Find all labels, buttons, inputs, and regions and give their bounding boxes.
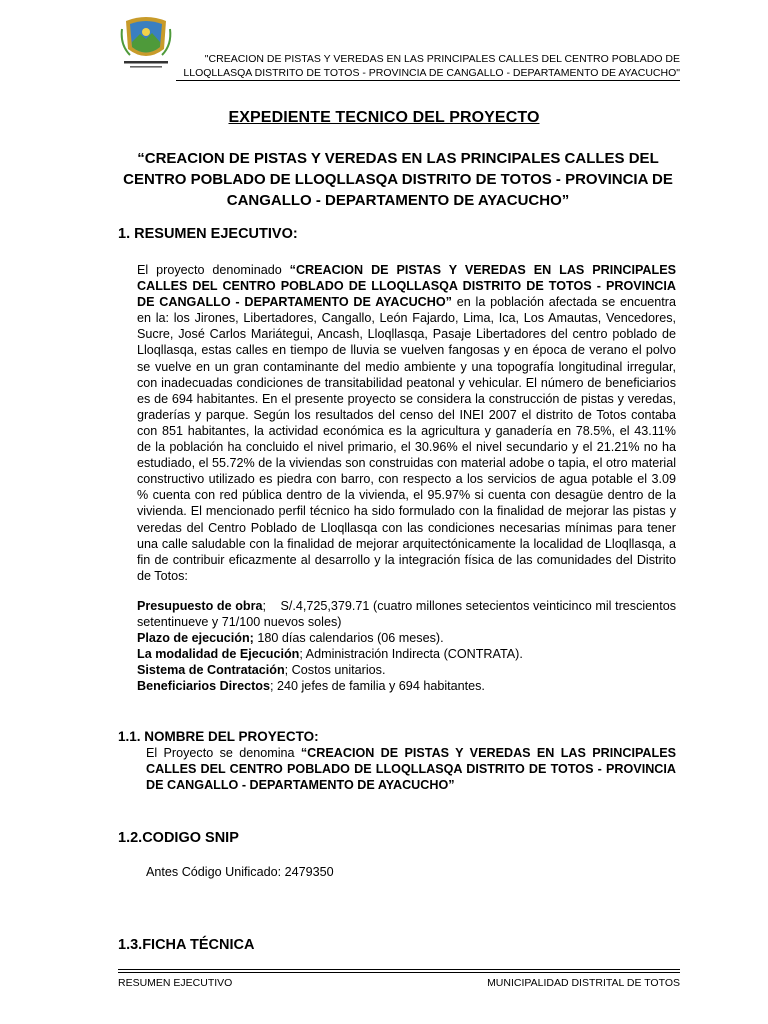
snip-code-text: Antes Código Unificado: 2479350 [146,865,334,879]
project-name-intro: El Proyecto se denomina [146,746,301,760]
section-title: RESUMEN EJECUTIVO: [134,226,298,242]
fact-duration [137,630,676,646]
summary-body: en la población afectada se encuentra en la: los Jirones, Libertadores, Cangallo, León Fajardo, Lima, Ica, Los Amautas, Vencedores, Sucre, José Carlos Mariátegui, Ancash, Lloqllasqa, Pasaje Libertadores del centro poblado de Lloqllasqa, estas calles en tiempo de lluvia se vuelven fangosas y en época de verano el polvo se vuelve en un gran contaminante del medio ambiente y una topografía longitudinal irregular, con inadecuadas condiciones de transitabilidad peatonal y vehicular. El número de beneficiarios es de 694 habitantes. En el presente proyecto se considera la construcción de pistas y veredas, graderías y parque. Según los resultados del censo del INEI 2007 el distrito de Totos contaba con 851 habitantes, la actividad económica es la agricultura y ganadería en 78.5%, el 43.11% de la población ha concluido el nivel primario, el 30.96% el nivel secundario y el 21.21% no ha estudiado, el 55.72% de la viviendas son construidas con material adobe o tapia, el otro material constructivo utilizado es piedra con barro, con respecto a los servicios de agua potable el 3.09 % cuenta con red pública dentro de la vivienda, el 95.97% si cuenta con desagüe dentro de la vivienda. El mencionado perfil técnico ha sido formulado con la finalidad de mejorar las pistas y veredas del Centro Poblado de Lloqllasqa con las condiciones necesarias mínimas para tener una calle saludable con la finalidad de mejorar arquitectónicamente la localidad de Lloqllasqa, a fin de contribuir eficazmente al desarrollo y la integración física de las comunidades del Distrito de Totos: [137,295,676,583]
section-number: 1.3. [118,937,143,953]
municipality-logo [118,15,174,73]
fact-separator: ; [270,679,277,694]
summary-project-name: “CREACION DE PISTAS Y VEREDAS EN LAS PRINCIPALES CALLES DEL CENTRO POBLADO DE LLOQLLASQA DISTRITO DE TOTOS - PROVINCIA DE CANGALLO - DEPARTAMENTO DE AYACUCHO” [137,263,677,310]
project-title: “CREACION DE PISTAS Y VEREDAS EN LAS PRINCIPALES CALLES DEL CENTRO POBLADO DE LLOQLLASQA DISTRITO DE TOTOS - PROVINCIA DE CANGALLO - DEPARTAMENTO DE AYACUCHO” [123,150,673,209]
document-title: EXPEDIENTE TECNICO DEL PROYECTO [228,109,540,126]
fact-label: Beneficiarios Directos [137,679,270,694]
fact-beneficiaries [137,678,676,694]
section-1-1-heading [118,729,319,744]
project-name-bold: “CREACION DE PISTAS Y VEREDAS EN LAS PRINCIPALES CALLES DEL CENTRO POBLADO DE LLOQLLASQA DISTRITO DE TOTOS - PROVINCIA DE CANGALLO - DEPARTAMENTO DE AYACUCHO” [146,746,677,793]
fact-value: Costos unitarios. [291,663,386,678]
project-facts [137,598,676,695]
section-1-heading [118,226,298,242]
header-title-line-1: "CREACION DE PISTAS Y VEREDAS EN LAS PRINCIPALES CALLES DEL CENTRO POBLADO DE [204,53,680,65]
project-name-paragraph [146,745,676,793]
footer-divider-thin [118,972,680,973]
header-divider [176,80,680,81]
section-number: 1.2. [118,830,143,846]
fact-separator: ; [299,647,306,662]
section-title: NOMBRE DEL PROYECTO: [144,729,319,744]
fact-budget [137,598,676,630]
section-1-3-heading [118,937,254,953]
fact-value: 240 jefes de familia y 694 habitantes. [277,679,485,694]
fact-value: 180 días calendarios (06 meses). [257,631,444,646]
summary-intro: El proyecto denominado [137,263,290,277]
fact-separator: ; [284,663,292,678]
fact-value: Administración Indirecta (CONTRATA). [305,647,523,662]
section-number: 1. [118,226,131,242]
footer-right-text: MUNICIPALIDAD DISTRITAL DE TOTOS [487,977,680,989]
footer-left-text: RESUMEN EJECUTIVO [118,977,233,989]
section-1-2-heading [118,830,239,846]
fact-modality [137,646,676,662]
fact-separator: ; [262,599,281,613]
fact-label: La modalidad de Ejecución [137,647,300,662]
footer-divider [118,969,680,970]
executive-summary-paragraph [137,262,676,584]
section-title: FICHA TÉCNICA [142,937,255,953]
fact-value: S/.4,725,379.71 (cuatro millones setecientos veinticinco mil trescientos setentinueve y 71/100 nuevos soles) [137,599,676,630]
header-title-line-2: LLOQLLASQA DISTRITO DE TOTOS - PROVINCIA DE CANGALLO - DEPARTAMENTO DE AYACUCHO" [183,67,680,79]
fact-label: Presupuesto de obra [137,599,263,613]
section-title: CODIGO SNIP [142,830,239,846]
fact-contract-system [137,662,676,678]
fact-label: Sistema de Contratación [137,663,285,678]
section-number: 1.1. [118,729,141,744]
fact-label: Plazo de ejecución; [137,631,254,646]
